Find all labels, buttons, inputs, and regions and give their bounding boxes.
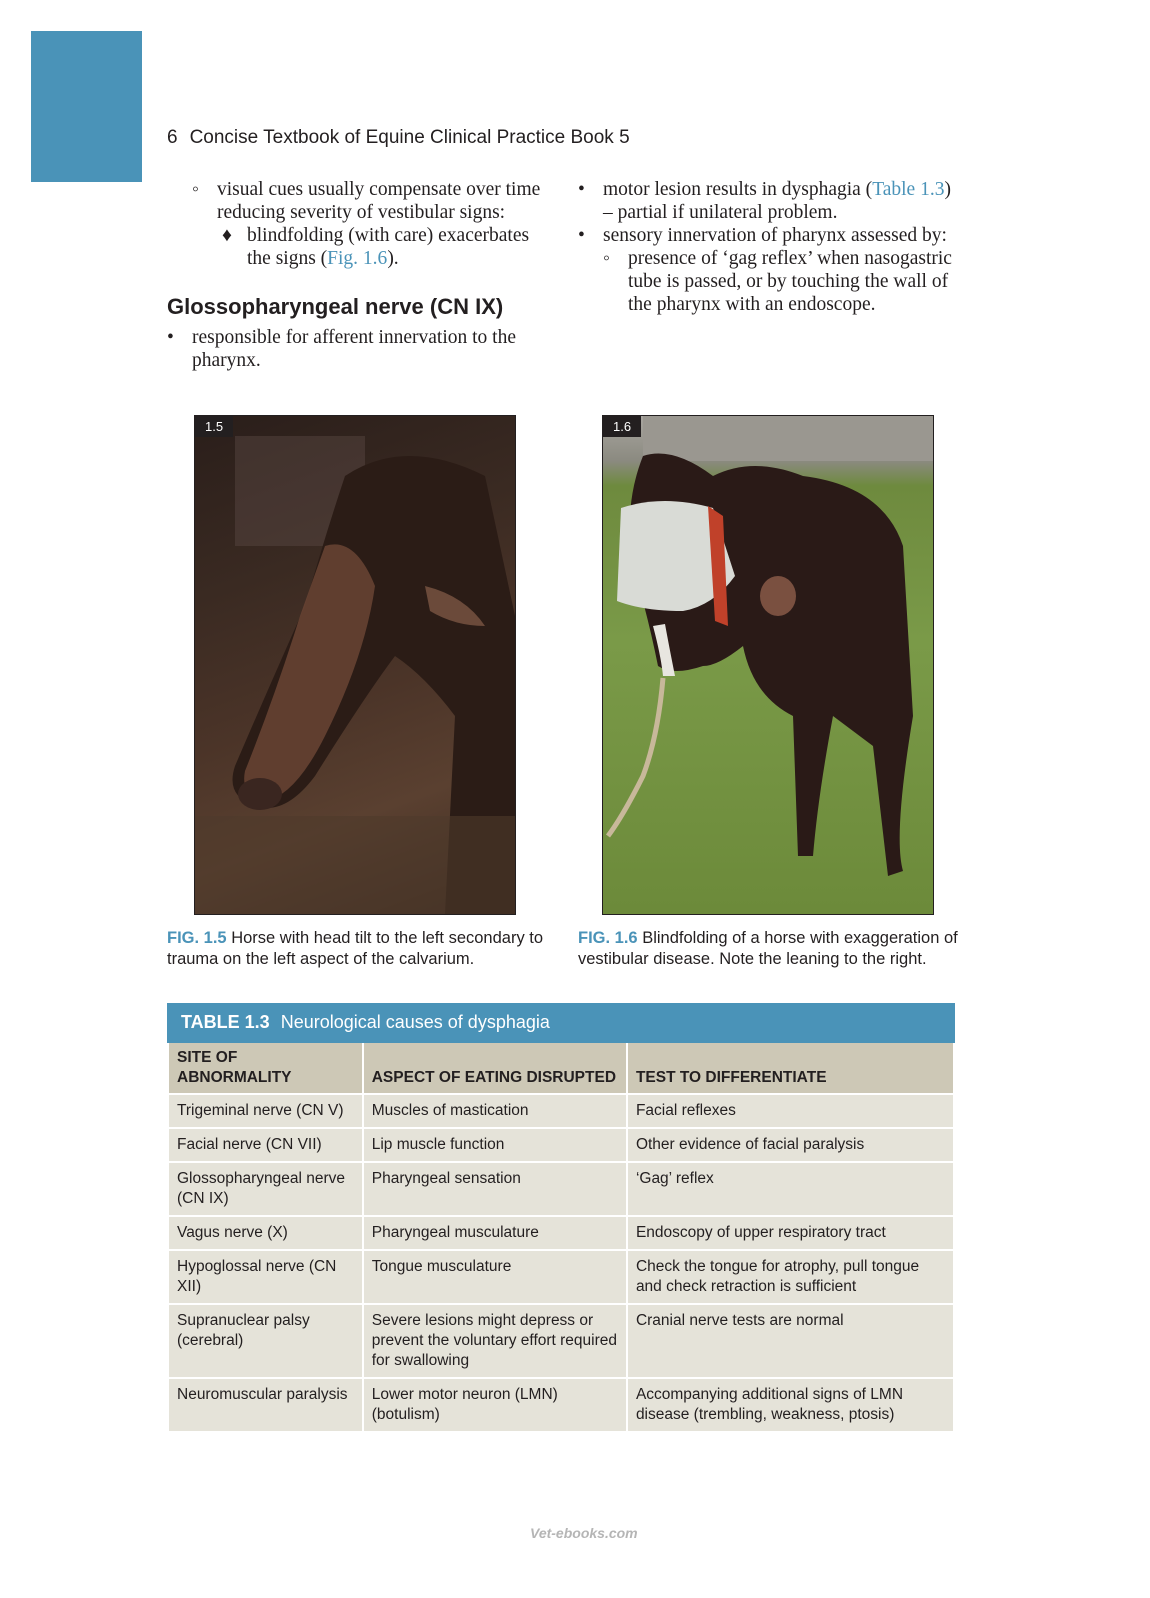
table-cell: Trigeminal nerve (CN V) [168,1094,363,1128]
bullet-text: sensory innervation of pharynx assessed by: [603,225,947,246]
bullet-icon: • [578,225,585,246]
table-header-row [168,1043,954,1094]
figure-reference-link[interactable]: Fig. 1.6 [327,248,388,269]
table-cell: Facial nerve (CN VII) [168,1128,363,1162]
table-row [168,1250,954,1304]
figure-caption-text: Horse with head tilt to the left secondary to trauma on the left aspect of the calvarium. [167,929,544,968]
figure-1-6-photo [602,415,934,915]
table-reference-link[interactable]: Table 1.3 [872,179,945,200]
table-cell: Facial reflexes [627,1094,954,1128]
bullet-text: responsible for afferent innervation to the pharynx. [192,327,516,371]
watermark-logo: Vet-ebooks.com [530,1525,638,1541]
figure-caption-label: FIG. 1.6 [578,929,638,947]
bullet-icon: • [167,327,174,348]
bullet-text-end: ) – partial if unilateral problem. [603,179,951,223]
sub-bullet-item [192,178,547,224]
table-cell: ‘Gag’ reflex [627,1162,954,1216]
circle-bullet-icon: ◦ [192,179,199,200]
horse-head-tilt-illustration [195,416,515,914]
table-cell: Lower motor neuron (LMN) (botulism) [363,1378,627,1432]
table-cell: Severe lesions might depress or prevent the voluntary effort required for swallowing [363,1304,627,1378]
table-cell: Hypoglossal nerve (CN XII) [168,1250,363,1304]
bullet-icon: • [578,179,585,200]
table-cell: Glossopharyngeal nerve (CN IX) [168,1162,363,1216]
table-row [168,1128,954,1162]
bullet-text: motor lesion results in dysphagia ( [603,179,873,200]
bullet-item [167,326,547,372]
table-grid [167,1043,955,1433]
table-cell: Endoscopy of upper respiratory tract [627,1216,954,1250]
figure-caption [578,928,968,970]
table-title-bar [167,1003,955,1043]
table-row [168,1304,954,1378]
table-cell: Tongue musculature [363,1250,627,1304]
figure-caption-text: Blindfolding of a horse with exaggeration of vestibular disease. Note the leaning to the right. [578,929,958,968]
circle-bullet-icon: ◦ [603,248,610,269]
table-row [168,1216,954,1250]
table-row [168,1378,954,1432]
running-header [167,127,630,149]
sub-bullet-item [603,247,958,316]
running-title: Concise Textbook of Equine Clinical Practice Book 5 [189,127,630,148]
bullet-item [578,178,958,224]
table-cell: Pharyngeal musculature [363,1216,627,1250]
blindfolded-horse-illustration [603,416,933,914]
table-row [168,1094,954,1128]
figure-number-label: 1.5 [195,416,233,437]
figure-1-5-photo [194,415,516,915]
page-number: 6 [167,127,178,148]
bullet-item [578,224,958,247]
sub-sub-bullet-text-end: ). [387,248,399,269]
diamond-bullet-icon: ♦ [222,225,232,246]
right-text-column [578,178,958,316]
sub-sub-bullet-text: blindfolding (with care) exacerbates the signs ( [247,225,530,269]
figure-number-label: 1.6 [603,416,641,437]
table-cell: Other evidence of facial paralysis [627,1128,954,1162]
table-cell: Pharyngeal sensation [363,1162,627,1216]
column-header: TEST TO DIFFERENTIATE [627,1043,954,1094]
table-cell: Vagus nerve (X) [168,1216,363,1250]
chapter-tab-block [31,31,142,182]
table-cell: Muscles of mastication [363,1094,627,1128]
table-number: TABLE 1.3 [181,1012,270,1032]
figure-caption-label: FIG. 1.5 [167,929,227,947]
table-cell: Neuromuscular paralysis [168,1378,363,1432]
table-cell: Supranuclear palsy (cerebral) [168,1304,363,1378]
table-row [168,1162,954,1216]
sub-bullet-text: visual cues usually compensate over time reducing severity of vestibular signs: [217,179,541,223]
table-cell: Lip muscle function [363,1128,627,1162]
sub-bullet-text: presence of ‘gag reflex’ when nasogastric tube is passed, or by touching the wall of the pharynx with an endoscope. [628,248,952,315]
section-heading: Glossopharyngeal nerve (CN IX) [167,294,504,319]
table-title: Neurological causes of dysphagia [280,1012,550,1032]
column-header: SITE OF ABNORMALITY [168,1043,363,1094]
table-cell: Cranial nerve tests are normal [627,1304,954,1378]
dysphagia-table [167,1003,955,1433]
left-text-column [167,178,547,372]
sub-sub-bullet-item [222,224,547,270]
table-cell: Accompanying additional signs of LMN disease (trembling, weakness, ptosis) [627,1378,954,1432]
figure-caption [167,928,557,970]
column-header: ASPECT OF EATING DISRUPTED [363,1043,627,1094]
table-cell: Check the tongue for atrophy, pull tongue and check retraction is sufficient [627,1250,954,1304]
